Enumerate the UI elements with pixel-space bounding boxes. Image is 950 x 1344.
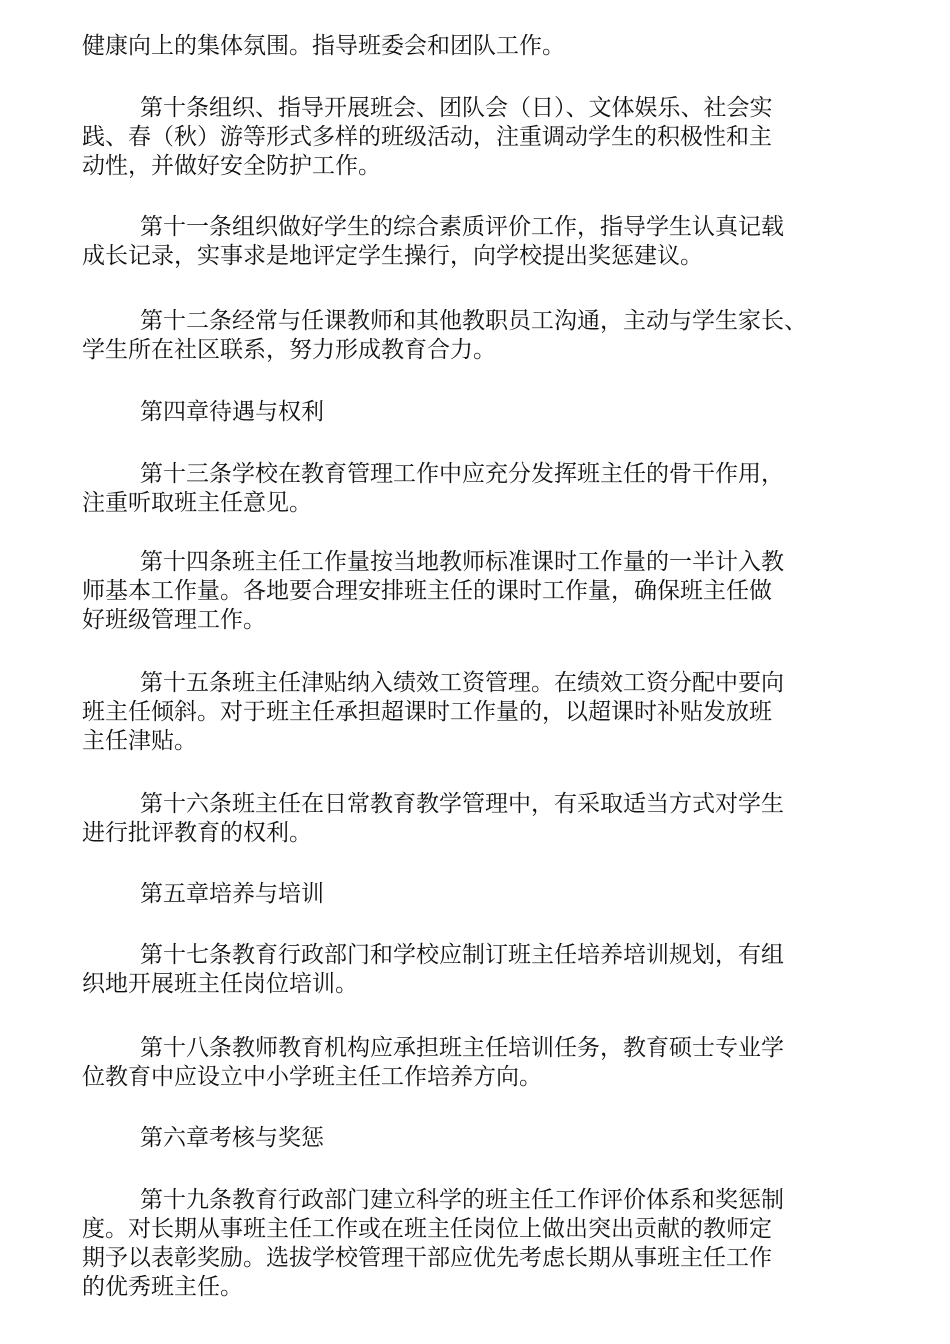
article-14 [82,548,872,635]
text-line: 第十一条组织做好学生的综合素质评价工作，指导学生认真记载 [140,214,784,240]
text-line: 期予以表彰奖励。选拔学校管理干部应优先考虑长期从事班主任工作 [82,1245,772,1271]
chapter-heading: 第五章培养与培训 [140,881,324,907]
text-line: 健康向上的集体氛围。指导班委会和团队工作。 [82,33,565,59]
text-line: 第十条组织、指导开展班会、团队会（日）、文体娱乐、社会实 [140,95,773,121]
text-line: 践、春（秋）游等形式多样的班级活动，注重调动学生的积极性和主 [82,124,772,150]
text-line: 注重听取班主任意见。 [82,490,312,516]
article-15 [82,669,872,756]
text-line: 度。对长期从事班主任工作或在班主任岗位上做出突出贡献的教师定 [82,1216,772,1242]
text-line: 第十八条教师教育机构应承担班主任培训任务，教育硕士专业学 [140,1035,784,1061]
article-12 [82,307,872,365]
article-10 [82,94,872,181]
text-line: 第十九条教育行政部门建立科学的班主任工作评价体系和奖惩制 [140,1187,784,1213]
chapter-4-heading [82,398,872,427]
chapter-heading: 第四章待遇与权利 [140,399,324,425]
chapter-heading: 第六章考核与奖惩 [140,1125,324,1151]
text-line: 班主任倾斜。对于班主任承担超课时工作量的，以超课时补贴发放班 [82,699,772,725]
chapter-6-heading [82,1124,872,1153]
text-line: 好班级管理工作。 [82,607,266,633]
article-17 [82,941,872,999]
text-line: 成长记录，实事求是地评定学生操行，向学校提出奖惩建议。 [82,243,703,269]
text-line: 位教育中应设立中小学班主任工作培养方向。 [82,1064,542,1090]
article-13 [82,460,872,518]
text-line: 动性，并做好安全防护工作。 [82,153,381,179]
text-line: 第十二条经常与任课教师和其他教职员工沟通，主动与学生家长、 [140,308,807,334]
text-line: 第十三条学校在教育管理工作中应充分发挥班主任的骨干作用， [140,461,784,487]
text-line: 师基本工作量。各地要合理安排班主任的课时工作量，确保班主任做 [82,578,772,604]
text-line: 学生所在社区联系，努力形成教育合力。 [82,337,496,363]
article-11 [82,213,872,271]
paragraph-continuation [82,32,872,61]
text-line: 主任津贴。 [82,728,197,754]
article-19 [82,1186,872,1302]
text-line: 进行批评教育的权利。 [82,820,312,846]
article-16 [82,790,872,848]
text-line: 第十七条教育行政部门和学校应制订班主任培养培训规划，有组 [140,942,784,968]
text-line: 的优秀班主任。 [82,1274,243,1300]
text-line: 织地开展班主任岗位培训。 [82,971,358,997]
article-18 [82,1034,872,1092]
text-line: 第十五条班主任津贴纳入绩效工资管理。在绩效工资分配中要向 [140,670,784,696]
chapter-5-heading [82,880,872,909]
text-line: 第十六条班主任在日常教育教学管理中，有采取适当方式对学生 [140,791,784,817]
text-line: 第十四条班主任工作量按当地教师标准课时工作量的一半计入教 [140,549,784,575]
